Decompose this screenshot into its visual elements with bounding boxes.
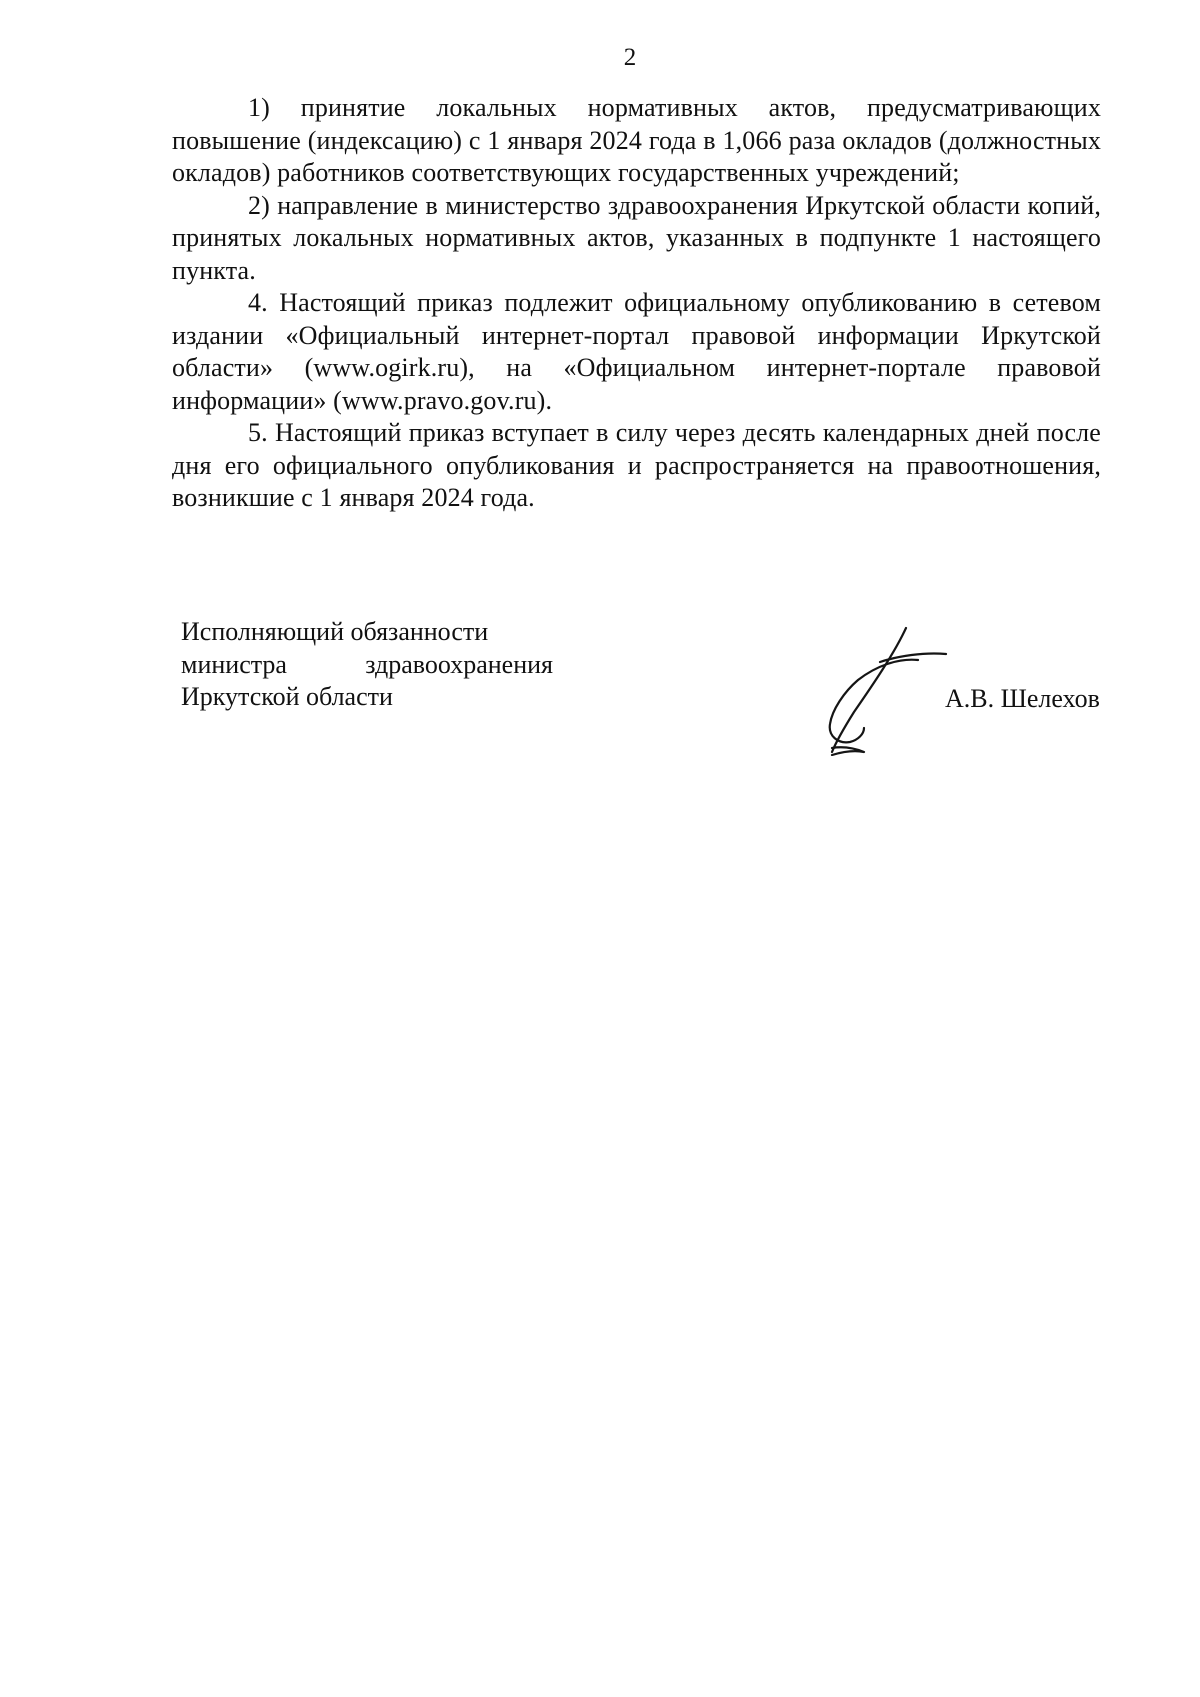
paragraph-item-5: 5. Настоящий приказ вступает в силу через десять календарных дней после дня его официального опубликования и распространяется на правоотношения, возникшие с 1 января 2024 года. (172, 418, 1101, 512)
paragraph-subitem-1: 1) принятие локальных нормативных актов, предусматривающих повышение (индексацию) с 1 января 2024 года в 1,066 раза окладов (должностных окладов) работников соответствующих государственных учреждений; (172, 93, 1101, 187)
signatory-position-line: министра здравоохранения (181, 649, 553, 679)
page-number: 2 (623, 44, 637, 71)
signatory-position-line: Исполняющий обязанности (181, 617, 489, 646)
paragraph-subitem-2: 2) направление в министерство здравоохранения Иркутской области копий, принятых локальных нормативных актов, указанных в подпункте 1 настоящего пункта. (172, 190, 1101, 285)
document-body (172, 92, 1101, 515)
signatory-position-line: Иркутской области (181, 682, 393, 711)
paragraph-item-4: 4. Настоящий приказ подлежит официальному опубликованию в сетевом издании «Официальный интернет-портал правовой информации Иркутской области» (www.ogirk.ru), на «Официальном интернет-портале правовой информации» (www.pravo.gov.ru). (172, 288, 1101, 415)
handwritten-signature (814, 624, 949, 756)
signatory-name: А.В. Шелехов (945, 684, 1100, 713)
signatory-position (181, 616, 553, 714)
